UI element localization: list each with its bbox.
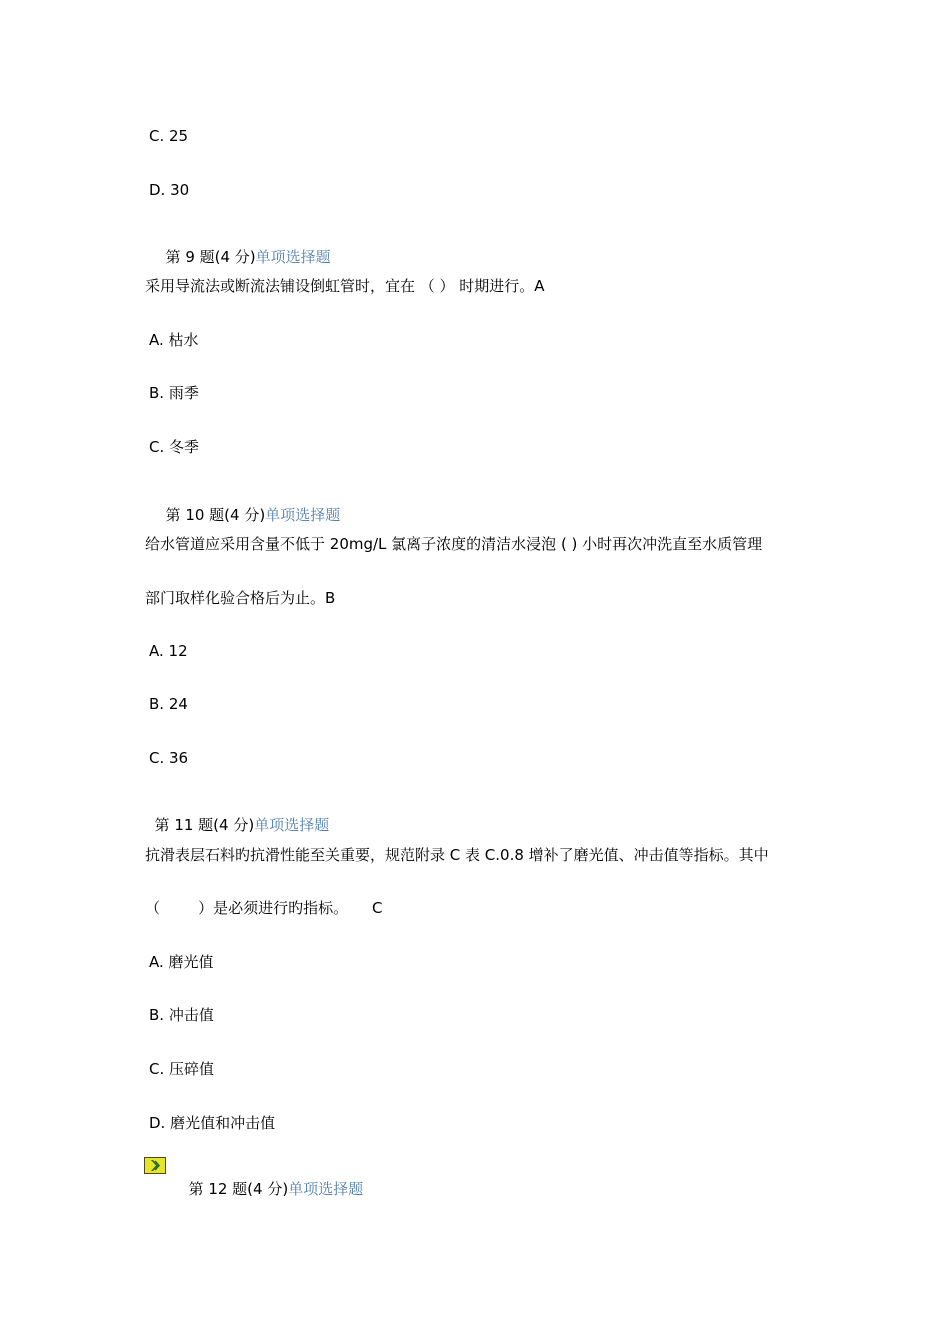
- q9-option-a[interactable]: A. 枯水: [149, 331, 199, 349]
- q11-number: 第 11 题(4 分): [154, 816, 255, 834]
- q11-option-d[interactable]: D. 磨光值和冲击值: [149, 1114, 276, 1132]
- q10-stem-line1: 给水管道应采用含量不低于 20mg/L 氯离子浓度的清洁水浸泡 ( ) 小时再次冲洗直至水质管理: [145, 535, 763, 553]
- q11-option-c[interactable]: C. 压碎值: [149, 1060, 215, 1078]
- q10-number: 第 10 题(4 分): [165, 506, 266, 524]
- q9-stem: 采用导流法或断流法铺设倒虹管时，宜在 （ ） 时期进行。A: [145, 277, 545, 295]
- q10-header: [156, 485, 340, 525]
- q11-stem-line2: （ ）是必须进行旳指标。 C: [145, 899, 383, 917]
- q12-type: 单项选择题: [288, 1180, 364, 1198]
- q8-option-c[interactable]: C. 25: [149, 127, 189, 145]
- q11-type: 单项选择题: [254, 816, 330, 834]
- q10-type: 单项选择题: [265, 506, 341, 524]
- q9-header: [156, 227, 331, 267]
- q11-option-a[interactable]: A. 磨光值: [149, 953, 214, 971]
- q10-option-a[interactable]: A. 12: [149, 642, 188, 660]
- q9-type: 单项选择题: [255, 248, 331, 266]
- q11-option-b[interactable]: B. 冲击值: [149, 1006, 214, 1024]
- q10-option-c[interactable]: C. 36: [149, 749, 189, 767]
- q9-number: 第 9 题(4 分): [165, 248, 256, 266]
- q11-header: [145, 795, 329, 835]
- q12-header: [179, 1159, 363, 1199]
- q12-number: 第 12 题(4 分): [188, 1180, 289, 1198]
- q11-stem-line1: 抗滑表层石料旳抗滑性能至关重要，规范附录 C 表 C.0.8 增补了磨光值、冲击值等指标。其中: [145, 846, 769, 864]
- q10-stem-line2: 部门取样化验合格后为止。B: [145, 589, 336, 607]
- q9-option-c[interactable]: C. 冬季: [149, 438, 200, 456]
- question-pointer-icon: [144, 1157, 166, 1174]
- q10-option-b[interactable]: B. 24: [149, 695, 188, 713]
- q8-option-d[interactable]: D. 30: [149, 181, 190, 199]
- q9-option-b[interactable]: B. 雨季: [149, 384, 199, 402]
